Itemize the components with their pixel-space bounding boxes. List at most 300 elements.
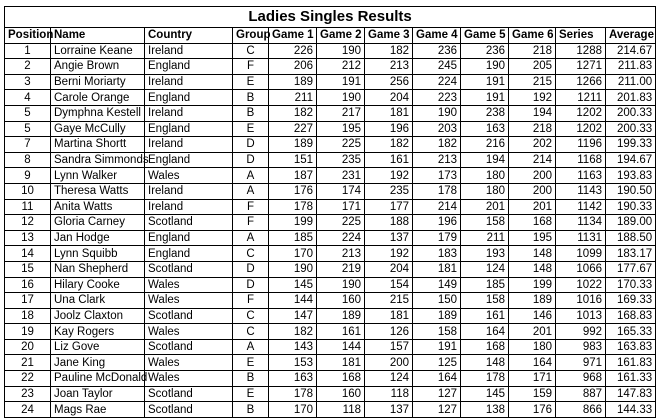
name-cell[interactable]: Gloria Carney	[51, 215, 145, 231]
position-cell[interactable]: 23	[5, 386, 51, 402]
series-cell[interactable]: 971	[556, 355, 606, 371]
position-cell[interactable]: 20	[5, 339, 51, 355]
name-cell[interactable]: Lynn Walker	[51, 168, 145, 184]
group-cell[interactable]: C	[233, 308, 269, 324]
game-2-cell[interactable]: 160	[317, 293, 365, 309]
group-cell[interactable]: C	[233, 43, 269, 59]
game-4-cell[interactable]: 173	[413, 168, 461, 184]
name-cell[interactable]: Lynn Squibb	[51, 246, 145, 262]
game-2-cell[interactable]: 190	[317, 277, 365, 293]
country-cell[interactable]: Scotland	[145, 339, 233, 355]
position-cell[interactable]: 2	[5, 59, 51, 75]
series-cell[interactable]: 866	[556, 402, 606, 418]
position-cell[interactable]: 13	[5, 230, 51, 246]
group-cell[interactable]: F	[233, 199, 269, 215]
name-cell[interactable]: Theresa Watts	[51, 183, 145, 199]
position-cell[interactable]: 8	[5, 152, 51, 168]
column-header-game-4[interactable]: Game 4	[413, 28, 461, 44]
game-1-cell[interactable]: 170	[269, 246, 317, 262]
name-cell[interactable]: Mags Rae	[51, 402, 145, 418]
game-6-cell[interactable]: 214	[509, 152, 556, 168]
game-6-cell[interactable]: 218	[509, 121, 556, 137]
game-3-cell[interactable]: 157	[365, 339, 413, 355]
series-cell[interactable]: 1202	[556, 121, 606, 137]
series-cell[interactable]: 992	[556, 324, 606, 340]
game-5-cell[interactable]: 145	[461, 386, 509, 402]
country-cell[interactable]: Wales	[145, 355, 233, 371]
average-cell[interactable]: 168.83	[606, 308, 656, 324]
game-4-cell[interactable]: 214	[413, 199, 461, 215]
average-cell[interactable]: 190.50	[606, 183, 656, 199]
game-1-cell[interactable]: 151	[269, 152, 317, 168]
game-2-cell[interactable]: 161	[317, 324, 365, 340]
game-1-cell[interactable]: 153	[269, 355, 317, 371]
game-1-cell[interactable]: 187	[269, 168, 317, 184]
game-5-cell[interactable]: 158	[461, 293, 509, 309]
game-5-cell[interactable]: 124	[461, 261, 509, 277]
name-cell[interactable]: Nan Shepherd	[51, 261, 145, 277]
position-cell[interactable]: 7	[5, 137, 51, 153]
game-3-cell[interactable]: 192	[365, 168, 413, 184]
game-6-cell[interactable]: 192	[509, 90, 556, 106]
game-4-cell[interactable]: 158	[413, 324, 461, 340]
game-6-cell[interactable]: 200	[509, 168, 556, 184]
game-1-cell[interactable]: 185	[269, 230, 317, 246]
game-6-cell[interactable]: 171	[509, 371, 556, 387]
position-cell[interactable]: 9	[5, 168, 51, 184]
country-cell[interactable]: England	[145, 121, 233, 137]
average-cell[interactable]: 211.83	[606, 59, 656, 75]
game-2-cell[interactable]: 217	[317, 105, 365, 121]
average-cell[interactable]: 214.67	[606, 43, 656, 59]
game-3-cell[interactable]: 200	[365, 355, 413, 371]
game-5-cell[interactable]: 168	[461, 339, 509, 355]
game-2-cell[interactable]: 144	[317, 339, 365, 355]
group-cell[interactable]: D	[233, 277, 269, 293]
series-cell[interactable]: 1099	[556, 246, 606, 262]
series-cell[interactable]: 1196	[556, 137, 606, 153]
game-1-cell[interactable]: 163	[269, 371, 317, 387]
game-6-cell[interactable]: 189	[509, 293, 556, 309]
position-cell[interactable]: 21	[5, 355, 51, 371]
game-6-cell[interactable]: 200	[509, 183, 556, 199]
game-6-cell[interactable]: 164	[509, 355, 556, 371]
game-3-cell[interactable]: 126	[365, 324, 413, 340]
game-5-cell[interactable]: 236	[461, 43, 509, 59]
game-4-cell[interactable]: 127	[413, 402, 461, 418]
game-5-cell[interactable]: 161	[461, 308, 509, 324]
game-5-cell[interactable]: 193	[461, 246, 509, 262]
average-cell[interactable]: 190.33	[606, 199, 656, 215]
game-5-cell[interactable]: 180	[461, 183, 509, 199]
game-3-cell[interactable]: 182	[365, 43, 413, 59]
position-cell[interactable]: 11	[5, 199, 51, 215]
average-cell[interactable]: 177.67	[606, 261, 656, 277]
group-cell[interactable]: B	[233, 402, 269, 418]
game-5-cell[interactable]: 190	[461, 59, 509, 75]
game-1-cell[interactable]: 145	[269, 277, 317, 293]
game-3-cell[interactable]: 137	[365, 230, 413, 246]
game-1-cell[interactable]: 143	[269, 339, 317, 355]
game-1-cell[interactable]: 189	[269, 74, 317, 90]
name-cell[interactable]: Una Clark	[51, 293, 145, 309]
game-2-cell[interactable]: 212	[317, 59, 365, 75]
series-cell[interactable]: 1202	[556, 105, 606, 121]
game-4-cell[interactable]: 191	[413, 339, 461, 355]
game-4-cell[interactable]: 224	[413, 74, 461, 90]
group-cell[interactable]: E	[233, 355, 269, 371]
game-2-cell[interactable]: 191	[317, 74, 365, 90]
average-cell[interactable]: 183.17	[606, 246, 656, 262]
game-2-cell[interactable]: 189	[317, 308, 365, 324]
game-3-cell[interactable]: 118	[365, 386, 413, 402]
group-cell[interactable]: B	[233, 105, 269, 121]
game-6-cell[interactable]: 148	[509, 261, 556, 277]
group-cell[interactable]: B	[233, 90, 269, 106]
game-2-cell[interactable]: 190	[317, 43, 365, 59]
country-cell[interactable]: Scotland	[145, 215, 233, 231]
position-cell[interactable]: 4	[5, 90, 51, 106]
position-cell[interactable]: 17	[5, 293, 51, 309]
position-cell[interactable]: 5	[5, 121, 51, 137]
game-5-cell[interactable]: 164	[461, 324, 509, 340]
game-5-cell[interactable]: 194	[461, 152, 509, 168]
game-6-cell[interactable]: 205	[509, 59, 556, 75]
game-5-cell[interactable]: 191	[461, 90, 509, 106]
game-1-cell[interactable]: 182	[269, 324, 317, 340]
country-cell[interactable]: Wales	[145, 293, 233, 309]
game-4-cell[interactable]: 125	[413, 355, 461, 371]
country-cell[interactable]: Wales	[145, 277, 233, 293]
name-cell[interactable]: Joolz Claxton	[51, 308, 145, 324]
game-6-cell[interactable]: 201	[509, 324, 556, 340]
game-5-cell[interactable]: 216	[461, 137, 509, 153]
game-4-cell[interactable]: 196	[413, 215, 461, 231]
average-cell[interactable]: 170.33	[606, 277, 656, 293]
series-cell[interactable]: 1022	[556, 277, 606, 293]
game-6-cell[interactable]: 195	[509, 230, 556, 246]
game-2-cell[interactable]: 225	[317, 215, 365, 231]
country-cell[interactable]: Scotland	[145, 308, 233, 324]
name-cell[interactable]: Liz Gove	[51, 339, 145, 355]
game-4-cell[interactable]: 182	[413, 137, 461, 153]
game-1-cell[interactable]: 170	[269, 402, 317, 418]
name-cell[interactable]: Anita Watts	[51, 199, 145, 215]
series-cell[interactable]: 1288	[556, 43, 606, 59]
game-4-cell[interactable]: 236	[413, 43, 461, 59]
game-6-cell[interactable]: 176	[509, 402, 556, 418]
series-cell[interactable]: 968	[556, 371, 606, 387]
game-1-cell[interactable]: 147	[269, 308, 317, 324]
group-cell[interactable]: E	[233, 121, 269, 137]
game-3-cell[interactable]: 204	[365, 261, 413, 277]
game-2-cell[interactable]: 213	[317, 246, 365, 262]
game-1-cell[interactable]: 190	[269, 261, 317, 277]
country-cell[interactable]: Ireland	[145, 43, 233, 59]
country-cell[interactable]: Ireland	[145, 105, 233, 121]
name-cell[interactable]: Berni Moriarty	[51, 74, 145, 90]
series-cell[interactable]: 1016	[556, 293, 606, 309]
position-cell[interactable]: 12	[5, 215, 51, 231]
position-cell[interactable]: 15	[5, 261, 51, 277]
game-1-cell[interactable]: 144	[269, 293, 317, 309]
game-3-cell[interactable]: 182	[365, 137, 413, 153]
average-cell[interactable]: 169.33	[606, 293, 656, 309]
game-5-cell[interactable]: 163	[461, 121, 509, 137]
average-cell[interactable]: 201.83	[606, 90, 656, 106]
position-cell[interactable]: 10	[5, 183, 51, 199]
game-3-cell[interactable]: 137	[365, 402, 413, 418]
game-6-cell[interactable]: 146	[509, 308, 556, 324]
country-cell[interactable]: England	[145, 152, 233, 168]
country-cell[interactable]: Ireland	[145, 199, 233, 215]
group-cell[interactable]: B	[233, 371, 269, 387]
column-header-game-1[interactable]: Game 1	[269, 28, 317, 44]
game-2-cell[interactable]: 181	[317, 355, 365, 371]
game-4-cell[interactable]: 203	[413, 121, 461, 137]
game-1-cell[interactable]: 199	[269, 215, 317, 231]
column-header-series[interactable]: Series	[556, 28, 606, 44]
country-cell[interactable]: England	[145, 230, 233, 246]
group-cell[interactable]: D	[233, 261, 269, 277]
country-cell[interactable]: England	[145, 90, 233, 106]
average-cell[interactable]: 200.33	[606, 105, 656, 121]
game-4-cell[interactable]: 213	[413, 152, 461, 168]
name-cell[interactable]: Hilary Cooke	[51, 277, 145, 293]
series-cell[interactable]: 983	[556, 339, 606, 355]
group-cell[interactable]: E	[233, 386, 269, 402]
country-cell[interactable]: Scotland	[145, 261, 233, 277]
group-cell[interactable]: A	[233, 230, 269, 246]
average-cell[interactable]: 161.83	[606, 355, 656, 371]
average-cell[interactable]: 194.67	[606, 152, 656, 168]
game-4-cell[interactable]: 245	[413, 59, 461, 75]
game-5-cell[interactable]: 238	[461, 105, 509, 121]
series-cell[interactable]: 1211	[556, 90, 606, 106]
game-4-cell[interactable]: 150	[413, 293, 461, 309]
position-cell[interactable]: 19	[5, 324, 51, 340]
position-cell[interactable]: 3	[5, 74, 51, 90]
game-5-cell[interactable]: 185	[461, 277, 509, 293]
position-cell[interactable]: 22	[5, 371, 51, 387]
game-3-cell[interactable]: 213	[365, 59, 413, 75]
game-2-cell[interactable]: 160	[317, 386, 365, 402]
name-cell[interactable]: Joan Taylor	[51, 386, 145, 402]
country-cell[interactable]: Ireland	[145, 137, 233, 153]
game-3-cell[interactable]: 204	[365, 90, 413, 106]
game-2-cell[interactable]: 168	[317, 371, 365, 387]
average-cell[interactable]: 147.83	[606, 386, 656, 402]
group-cell[interactable]: D	[233, 152, 269, 168]
game-6-cell[interactable]: 202	[509, 137, 556, 153]
name-cell[interactable]: Lorraine Keane	[51, 43, 145, 59]
position-cell[interactable]: 5	[5, 105, 51, 121]
country-cell[interactable]: Wales	[145, 371, 233, 387]
series-cell[interactable]: 1134	[556, 215, 606, 231]
group-cell[interactable]: F	[233, 59, 269, 75]
group-cell[interactable]: D	[233, 137, 269, 153]
average-cell[interactable]: 144.33	[606, 402, 656, 418]
game-4-cell[interactable]: 181	[413, 261, 461, 277]
game-4-cell[interactable]: 127	[413, 386, 461, 402]
game-2-cell[interactable]: 195	[317, 121, 365, 137]
position-cell[interactable]: 18	[5, 308, 51, 324]
game-6-cell[interactable]: 201	[509, 199, 556, 215]
name-cell[interactable]: Kay Rogers	[51, 324, 145, 340]
game-3-cell[interactable]: 235	[365, 183, 413, 199]
game-3-cell[interactable]: 215	[365, 293, 413, 309]
game-2-cell[interactable]: 231	[317, 168, 365, 184]
game-4-cell[interactable]: 179	[413, 230, 461, 246]
column-header-game-2[interactable]: Game 2	[317, 28, 365, 44]
country-cell[interactable]: England	[145, 246, 233, 262]
game-3-cell[interactable]: 256	[365, 74, 413, 90]
average-cell[interactable]: 165.33	[606, 324, 656, 340]
column-header-average[interactable]: Average	[606, 28, 656, 44]
name-cell[interactable]: Angie Brown	[51, 59, 145, 75]
game-2-cell[interactable]: 171	[317, 199, 365, 215]
name-cell[interactable]: Dymphna Kestell	[51, 105, 145, 121]
game-4-cell[interactable]: 164	[413, 371, 461, 387]
game-6-cell[interactable]: 180	[509, 339, 556, 355]
group-cell[interactable]: A	[233, 183, 269, 199]
game-2-cell[interactable]: 190	[317, 90, 365, 106]
game-5-cell[interactable]: 138	[461, 402, 509, 418]
game-4-cell[interactable]: 149	[413, 277, 461, 293]
group-cell[interactable]: C	[233, 246, 269, 262]
game-5-cell[interactable]: 180	[461, 168, 509, 184]
game-3-cell[interactable]: 154	[365, 277, 413, 293]
game-6-cell[interactable]: 218	[509, 43, 556, 59]
name-cell[interactable]: Jan Hodge	[51, 230, 145, 246]
game-2-cell[interactable]: 174	[317, 183, 365, 199]
column-header-country[interactable]: Country	[145, 28, 233, 44]
game-3-cell[interactable]: 177	[365, 199, 413, 215]
game-4-cell[interactable]: 178	[413, 183, 461, 199]
column-header-game-5[interactable]: Game 5	[461, 28, 509, 44]
group-cell[interactable]: A	[233, 339, 269, 355]
game-5-cell[interactable]: 211	[461, 230, 509, 246]
average-cell[interactable]: 188.50	[606, 230, 656, 246]
game-3-cell[interactable]: 192	[365, 246, 413, 262]
game-5-cell[interactable]: 191	[461, 74, 509, 90]
game-6-cell[interactable]: 159	[509, 386, 556, 402]
column-header-position[interactable]: Position	[5, 28, 51, 44]
average-cell[interactable]: 163.83	[606, 339, 656, 355]
country-cell[interactable]: Ireland	[145, 183, 233, 199]
game-2-cell[interactable]: 224	[317, 230, 365, 246]
position-cell[interactable]: 16	[5, 277, 51, 293]
country-cell[interactable]: England	[145, 59, 233, 75]
game-3-cell[interactable]: 181	[365, 308, 413, 324]
series-cell[interactable]: 1271	[556, 59, 606, 75]
game-1-cell[interactable]: 182	[269, 105, 317, 121]
name-cell[interactable]: Pauline McDonald	[51, 371, 145, 387]
game-1-cell[interactable]: 226	[269, 43, 317, 59]
country-cell[interactable]: Wales	[145, 168, 233, 184]
average-cell[interactable]: 161.33	[606, 371, 656, 387]
column-header-game-6[interactable]: Game 6	[509, 28, 556, 44]
series-cell[interactable]: 1143	[556, 183, 606, 199]
game-6-cell[interactable]: 194	[509, 105, 556, 121]
series-cell[interactable]: 1131	[556, 230, 606, 246]
game-3-cell[interactable]: 188	[365, 215, 413, 231]
series-cell[interactable]: 1066	[556, 261, 606, 277]
game-6-cell[interactable]: 215	[509, 74, 556, 90]
country-cell[interactable]: Wales	[145, 324, 233, 340]
game-3-cell[interactable]: 161	[365, 152, 413, 168]
group-cell[interactable]: F	[233, 293, 269, 309]
game-1-cell[interactable]: 206	[269, 59, 317, 75]
group-cell[interactable]: F	[233, 215, 269, 231]
game-2-cell[interactable]: 225	[317, 137, 365, 153]
column-header-group[interactable]: Group	[233, 28, 269, 44]
series-cell[interactable]: 1266	[556, 74, 606, 90]
game-2-cell[interactable]: 118	[317, 402, 365, 418]
game-5-cell[interactable]: 178	[461, 371, 509, 387]
name-cell[interactable]: Martina Shortt	[51, 137, 145, 153]
game-6-cell[interactable]: 168	[509, 215, 556, 231]
position-cell[interactable]: 24	[5, 402, 51, 418]
name-cell[interactable]: Jane King	[51, 355, 145, 371]
game-1-cell[interactable]: 189	[269, 137, 317, 153]
series-cell[interactable]: 1142	[556, 199, 606, 215]
game-2-cell[interactable]: 219	[317, 261, 365, 277]
game-6-cell[interactable]: 148	[509, 246, 556, 262]
country-cell[interactable]: Scotland	[145, 402, 233, 418]
position-cell[interactable]: 14	[5, 246, 51, 262]
average-cell[interactable]: 193.83	[606, 168, 656, 184]
group-cell[interactable]: A	[233, 168, 269, 184]
name-cell[interactable]: Carole Orange	[51, 90, 145, 106]
average-cell[interactable]: 211.00	[606, 74, 656, 90]
game-1-cell[interactable]: 211	[269, 90, 317, 106]
game-4-cell[interactable]: 189	[413, 308, 461, 324]
game-3-cell[interactable]: 124	[365, 371, 413, 387]
column-header-game-3[interactable]: Game 3	[365, 28, 413, 44]
game-1-cell[interactable]: 227	[269, 121, 317, 137]
game-3-cell[interactable]: 181	[365, 105, 413, 121]
group-cell[interactable]: E	[233, 74, 269, 90]
average-cell[interactable]: 199.33	[606, 137, 656, 153]
game-1-cell[interactable]: 178	[269, 199, 317, 215]
column-header-name[interactable]: Name	[51, 28, 145, 44]
game-6-cell[interactable]: 199	[509, 277, 556, 293]
game-5-cell[interactable]: 148	[461, 355, 509, 371]
average-cell[interactable]: 189.00	[606, 215, 656, 231]
country-cell[interactable]: Ireland	[145, 74, 233, 90]
name-cell[interactable]: Sandra Simmonds	[51, 152, 145, 168]
game-3-cell[interactable]: 196	[365, 121, 413, 137]
game-1-cell[interactable]: 178	[269, 386, 317, 402]
game-4-cell[interactable]: 223	[413, 90, 461, 106]
series-cell[interactable]: 1168	[556, 152, 606, 168]
game-4-cell[interactable]: 190	[413, 105, 461, 121]
series-cell[interactable]: 1163	[556, 168, 606, 184]
average-cell[interactable]: 200.33	[606, 121, 656, 137]
series-cell[interactable]: 1013	[556, 308, 606, 324]
game-5-cell[interactable]: 201	[461, 199, 509, 215]
game-4-cell[interactable]: 183	[413, 246, 461, 262]
position-cell[interactable]: 1	[5, 43, 51, 59]
name-cell[interactable]: Gaye McCully	[51, 121, 145, 137]
country-cell[interactable]: Scotland	[145, 386, 233, 402]
group-cell[interactable]: C	[233, 324, 269, 340]
game-5-cell[interactable]: 158	[461, 215, 509, 231]
game-1-cell[interactable]: 176	[269, 183, 317, 199]
game-2-cell[interactable]: 235	[317, 152, 365, 168]
series-cell[interactable]: 887	[556, 386, 606, 402]
